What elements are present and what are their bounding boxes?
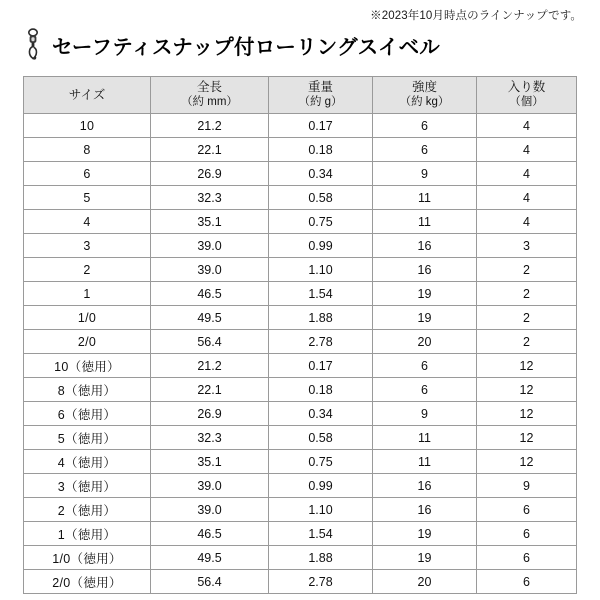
table-row xyxy=(24,330,577,354)
cell-weight: 0.18 xyxy=(269,378,373,402)
cell-strength: 6 xyxy=(373,114,477,138)
cell-length: 46.5 xyxy=(151,522,269,546)
table-row xyxy=(24,570,577,594)
cell-strength: 19 xyxy=(373,522,477,546)
cell-weight: 1.88 xyxy=(269,546,373,570)
cell-quantity: 2 xyxy=(477,258,577,282)
spec-table xyxy=(23,76,577,594)
cell-strength: 11 xyxy=(373,450,477,474)
column-header-length: 全長 （約 mm） xyxy=(151,77,269,114)
cell-length: 32.3 xyxy=(151,186,269,210)
cell-quantity: 2 xyxy=(477,282,577,306)
cell-length: 21.2 xyxy=(151,114,269,138)
cell-length: 22.1 xyxy=(151,378,269,402)
cell-weight: 0.99 xyxy=(269,474,373,498)
cell-strength: 16 xyxy=(373,234,477,258)
cell-weight: 0.58 xyxy=(269,186,373,210)
cell-quantity: 12 xyxy=(477,426,577,450)
cell-size: 5 xyxy=(24,186,151,210)
cell-quantity: 9 xyxy=(477,474,577,498)
cell-size: 1/0 xyxy=(24,306,151,330)
lineup-note: ※2023年10月時点のラインナップです。 xyxy=(370,10,582,22)
cell-length: 49.5 xyxy=(151,306,269,330)
cell-quantity: 2 xyxy=(477,306,577,330)
cell-quantity: 4 xyxy=(477,162,577,186)
cell-size: 2（徳用） xyxy=(24,498,151,522)
cell-strength: 16 xyxy=(373,498,477,522)
table-row xyxy=(24,234,577,258)
cell-quantity: 12 xyxy=(477,354,577,378)
cell-strength: 11 xyxy=(373,210,477,234)
cell-length: 39.0 xyxy=(151,474,269,498)
table-row xyxy=(24,546,577,570)
cell-strength: 6 xyxy=(373,138,477,162)
cell-strength: 20 xyxy=(373,570,477,594)
table-row xyxy=(24,450,577,474)
cell-length: 39.0 xyxy=(151,258,269,282)
cell-length: 49.5 xyxy=(151,546,269,570)
table-row xyxy=(24,114,577,138)
table-row xyxy=(24,354,577,378)
cell-weight: 0.75 xyxy=(269,450,373,474)
title-row xyxy=(20,26,584,64)
cell-weight: 0.34 xyxy=(269,402,373,426)
column-header-weight: 重量 （約 g） xyxy=(269,77,373,114)
cell-quantity: 4 xyxy=(477,138,577,162)
cell-weight: 0.18 xyxy=(269,138,373,162)
column-header-quantity: 入り数 （個） xyxy=(477,77,577,114)
page-title: セーフティスナップ付ローリングスイベル xyxy=(52,36,440,59)
table-header-row xyxy=(24,77,577,114)
cell-quantity: 2 xyxy=(477,330,577,354)
cell-length: 39.0 xyxy=(151,234,269,258)
cell-size: 2 xyxy=(24,258,151,282)
table-row xyxy=(24,522,577,546)
cell-length: 46.5 xyxy=(151,282,269,306)
cell-strength: 19 xyxy=(373,306,477,330)
cell-quantity: 6 xyxy=(477,570,577,594)
cell-length: 56.4 xyxy=(151,570,269,594)
table-row xyxy=(24,426,577,450)
cell-size: 4（徳用） xyxy=(24,450,151,474)
table-row xyxy=(24,306,577,330)
column-header-strength: 強度 （約 kg） xyxy=(373,77,477,114)
cell-strength: 19 xyxy=(373,546,477,570)
cell-strength: 16 xyxy=(373,258,477,282)
cell-size: 6（徳用） xyxy=(24,402,151,426)
cell-strength: 20 xyxy=(373,330,477,354)
table-row xyxy=(24,378,577,402)
cell-strength: 6 xyxy=(373,354,477,378)
cell-weight: 1.10 xyxy=(269,498,373,522)
cell-weight: 0.34 xyxy=(269,162,373,186)
cell-weight: 0.17 xyxy=(269,354,373,378)
cell-weight: 1.54 xyxy=(269,282,373,306)
cell-weight: 1.88 xyxy=(269,306,373,330)
cell-length: 21.2 xyxy=(151,354,269,378)
cell-size: 6 xyxy=(24,162,151,186)
cell-strength: 9 xyxy=(373,402,477,426)
cell-size: 2/0 xyxy=(24,330,151,354)
cell-size: 8（徳用） xyxy=(24,378,151,402)
cell-length: 35.1 xyxy=(151,210,269,234)
cell-size: 2/0（徳用） xyxy=(24,570,151,594)
cell-quantity: 4 xyxy=(477,114,577,138)
swivel-snap-icon xyxy=(20,28,46,62)
cell-weight: 1.54 xyxy=(269,522,373,546)
cell-strength: 6 xyxy=(373,378,477,402)
cell-quantity: 4 xyxy=(477,210,577,234)
cell-weight: 0.17 xyxy=(269,114,373,138)
cell-size: 1/0（徳用） xyxy=(24,546,151,570)
cell-weight: 0.75 xyxy=(269,210,373,234)
cell-quantity: 12 xyxy=(477,402,577,426)
cell-strength: 19 xyxy=(373,282,477,306)
cell-quantity: 12 xyxy=(477,378,577,402)
cell-size: 4 xyxy=(24,210,151,234)
cell-size: 3 xyxy=(24,234,151,258)
cell-size: 3（徳用） xyxy=(24,474,151,498)
cell-size: 10 xyxy=(24,114,151,138)
cell-size: 1 xyxy=(24,282,151,306)
table-row xyxy=(24,282,577,306)
cell-length: 26.9 xyxy=(151,162,269,186)
cell-length: 56.4 xyxy=(151,330,269,354)
cell-quantity: 6 xyxy=(477,546,577,570)
cell-length: 26.9 xyxy=(151,402,269,426)
cell-weight: 1.10 xyxy=(269,258,373,282)
table-row xyxy=(24,258,577,282)
table-row xyxy=(24,498,577,522)
table-row xyxy=(24,186,577,210)
cell-weight: 0.99 xyxy=(269,234,373,258)
cell-strength: 11 xyxy=(373,186,477,210)
cell-size: 5（徳用） xyxy=(24,426,151,450)
cell-quantity: 6 xyxy=(477,522,577,546)
table-row xyxy=(24,138,577,162)
cell-size: 8 xyxy=(24,138,151,162)
table-row xyxy=(24,402,577,426)
cell-strength: 9 xyxy=(373,162,477,186)
cell-length: 35.1 xyxy=(151,450,269,474)
cell-weight: 2.78 xyxy=(269,570,373,594)
cell-strength: 11 xyxy=(373,426,477,450)
table-row xyxy=(24,474,577,498)
cell-weight: 2.78 xyxy=(269,330,373,354)
cell-size: 10（徳用） xyxy=(24,354,151,378)
cell-quantity: 6 xyxy=(477,498,577,522)
cell-size: 1（徳用） xyxy=(24,522,151,546)
cell-weight: 0.58 xyxy=(269,426,373,450)
cell-strength: 16 xyxy=(373,474,477,498)
column-header-size: サイズ xyxy=(24,77,151,114)
cell-length: 22.1 xyxy=(151,138,269,162)
cell-quantity: 12 xyxy=(477,450,577,474)
cell-length: 32.3 xyxy=(151,426,269,450)
table-row xyxy=(24,210,577,234)
table-row xyxy=(24,162,577,186)
cell-quantity: 3 xyxy=(477,234,577,258)
cell-quantity: 4 xyxy=(477,186,577,210)
cell-length: 39.0 xyxy=(151,498,269,522)
